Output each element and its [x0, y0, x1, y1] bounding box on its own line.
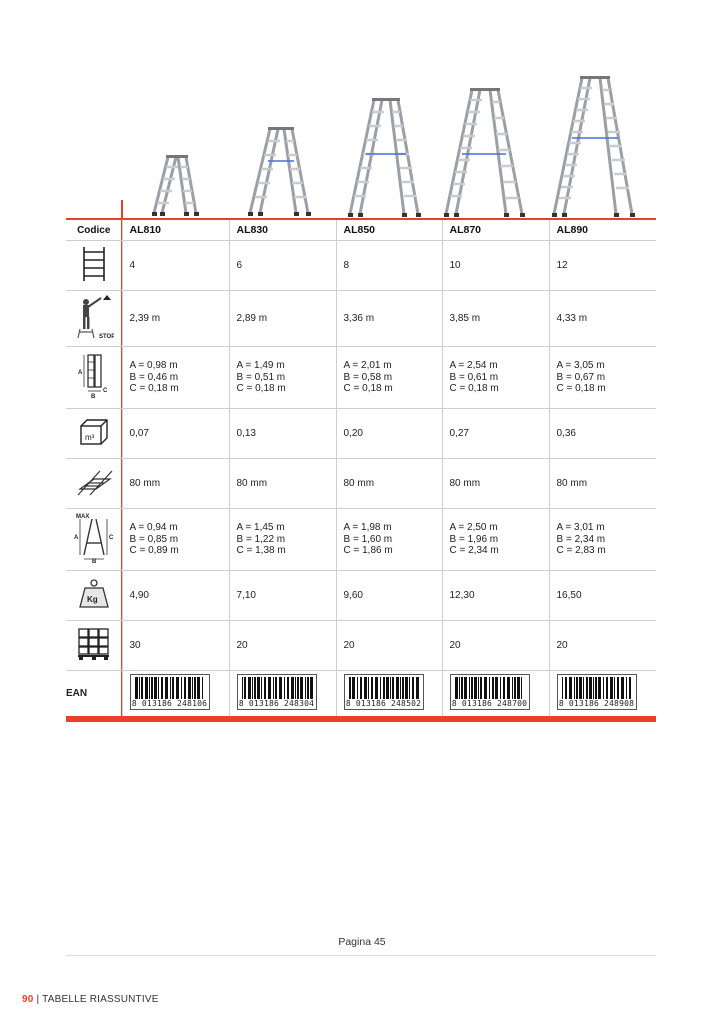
model-header: AL830 [229, 220, 336, 241]
open-dimensions-value: A = 1,45 m B = 1,22 m C = 1,38 m [229, 509, 336, 571]
volume-value: 0,27 [442, 409, 549, 459]
svg-text:B: B [90, 394, 96, 400]
model-header: AL810 [122, 220, 229, 241]
model-header: AL890 [549, 220, 656, 241]
svg-text:Kg: Kg [86, 595, 98, 604]
table-row [66, 347, 656, 409]
weight-value: 4,90 [122, 571, 229, 621]
pallet-value: 20 [336, 621, 442, 671]
volume-value: 0,07 [122, 409, 229, 459]
stop-label: STOP [98, 334, 114, 340]
table-row [66, 409, 656, 459]
table-row [66, 509, 656, 571]
volume-value: 0,36 [549, 409, 656, 459]
ean-cell [549, 671, 656, 717]
weight-kg-icon [66, 571, 122, 621]
codice-header: Codice [66, 220, 122, 241]
pallet-quantity-icon [66, 621, 122, 671]
step-depth-value: 80 mm [336, 459, 442, 509]
volume-value: 0,13 [229, 409, 336, 459]
footer [22, 994, 159, 1005]
weight-value: 16,50 [549, 571, 656, 621]
specifications-table [66, 220, 656, 717]
barcode: 8 013186 248908 [557, 674, 637, 710]
barcode: 8 013186 248304 [237, 674, 317, 710]
volume-cube-icon [66, 409, 122, 459]
table-row [66, 459, 656, 509]
svg-text:A: A [77, 370, 83, 376]
svg-text:C: C [102, 388, 108, 394]
height-value: 3,85 m [442, 291, 549, 347]
svg-text:MAX: MAX [75, 514, 90, 520]
folded-dimensions-value: A = 2,54 m B = 0,61 m C = 0,18 m [442, 347, 549, 409]
ladder-al810-image [150, 155, 200, 217]
svg-text:B: B [91, 559, 97, 563]
folded-dimensions-value: A = 2,01 m B = 0,58 m C = 0,18 m [336, 347, 442, 409]
step-depth-value: 80 mm [122, 459, 229, 509]
barcode: 8 013186 248106 [130, 674, 210, 710]
table-row [66, 571, 656, 621]
pallet-value: 20 [442, 621, 549, 671]
height-value: 2,89 m [229, 291, 336, 347]
ean-cell [229, 671, 336, 717]
ladder-steps-icon [66, 241, 122, 291]
steps-value: 12 [549, 241, 656, 291]
weight-value: 9,60 [336, 571, 442, 621]
svg-text:C: C [108, 535, 114, 541]
folded-dimensions-icon [66, 347, 122, 409]
footer-divider [66, 955, 656, 956]
steps-value: 6 [229, 241, 336, 291]
pallet-value: 30 [122, 621, 229, 671]
page-number: Pagina 45 [338, 936, 386, 948]
table-row [66, 291, 656, 347]
steps-value: 10 [442, 241, 549, 291]
ladder-al850-image [346, 98, 422, 218]
ladder-al890-image [550, 76, 636, 218]
ladder-al870-image [442, 88, 526, 218]
model-header: AL870 [442, 220, 549, 241]
folded-dimensions-value: A = 3,05 m B = 0,67 m C = 0,18 m [549, 347, 656, 409]
barcode: 8 013186 248700 [450, 674, 530, 710]
step-depth-value: 80 mm [229, 459, 336, 509]
table-row [66, 621, 656, 671]
ean-label: EAN [66, 671, 122, 717]
ean-cell [442, 671, 549, 717]
table-bottom-rule [66, 716, 656, 722]
open-dimensions-value: A = 1,98 m B = 1,60 m C = 1,86 m [336, 509, 442, 571]
weight-value: 12,30 [442, 571, 549, 621]
table-header-row [66, 220, 656, 241]
folded-dimensions-value: A = 0,98 m B = 0,46 m C = 0,18 m [122, 347, 229, 409]
weight-value: 7,10 [229, 571, 336, 621]
ean-cell [336, 671, 442, 717]
open-dimensions-icon [66, 509, 122, 571]
steps-value: 8 [336, 241, 442, 291]
svg-text:m³: m³ [84, 433, 95, 442]
footer-page-number: 90 [22, 994, 34, 1005]
ladder-al830-image [246, 127, 312, 217]
ean-row [66, 671, 656, 717]
footer-separator: | [36, 994, 40, 1005]
step-depth-value: 80 mm [442, 459, 549, 509]
height-value: 4,33 m [549, 291, 656, 347]
model-header: AL850 [336, 220, 442, 241]
barcode: 8 013186 248502 [344, 674, 424, 710]
volume-value: 0,20 [336, 409, 442, 459]
open-dimensions-value: A = 2,50 m B = 1,96 m C = 2,34 m [442, 509, 549, 571]
table-row [66, 241, 656, 291]
height-value: 2,39 m [122, 291, 229, 347]
step-depth-value: 80 mm [549, 459, 656, 509]
working-height-icon [66, 291, 122, 347]
open-dimensions-value: A = 0,94 m B = 0,85 m C = 0,89 m [122, 509, 229, 571]
height-value: 3,36 m [336, 291, 442, 347]
open-dimensions-value: A = 3,01 m B = 2,34 m C = 2,83 m [549, 509, 656, 571]
ean-cell [122, 671, 229, 717]
steps-value: 4 [122, 241, 229, 291]
footer-section: TABELLE RIASSUNTIVE [42, 994, 159, 1005]
folded-dimensions-value: A = 1,49 m B = 0,51 m C = 0,18 m [229, 347, 336, 409]
svg-text:A: A [73, 535, 79, 541]
pallet-value: 20 [229, 621, 336, 671]
pallet-value: 20 [549, 621, 656, 671]
step-depth-icon [66, 459, 122, 509]
